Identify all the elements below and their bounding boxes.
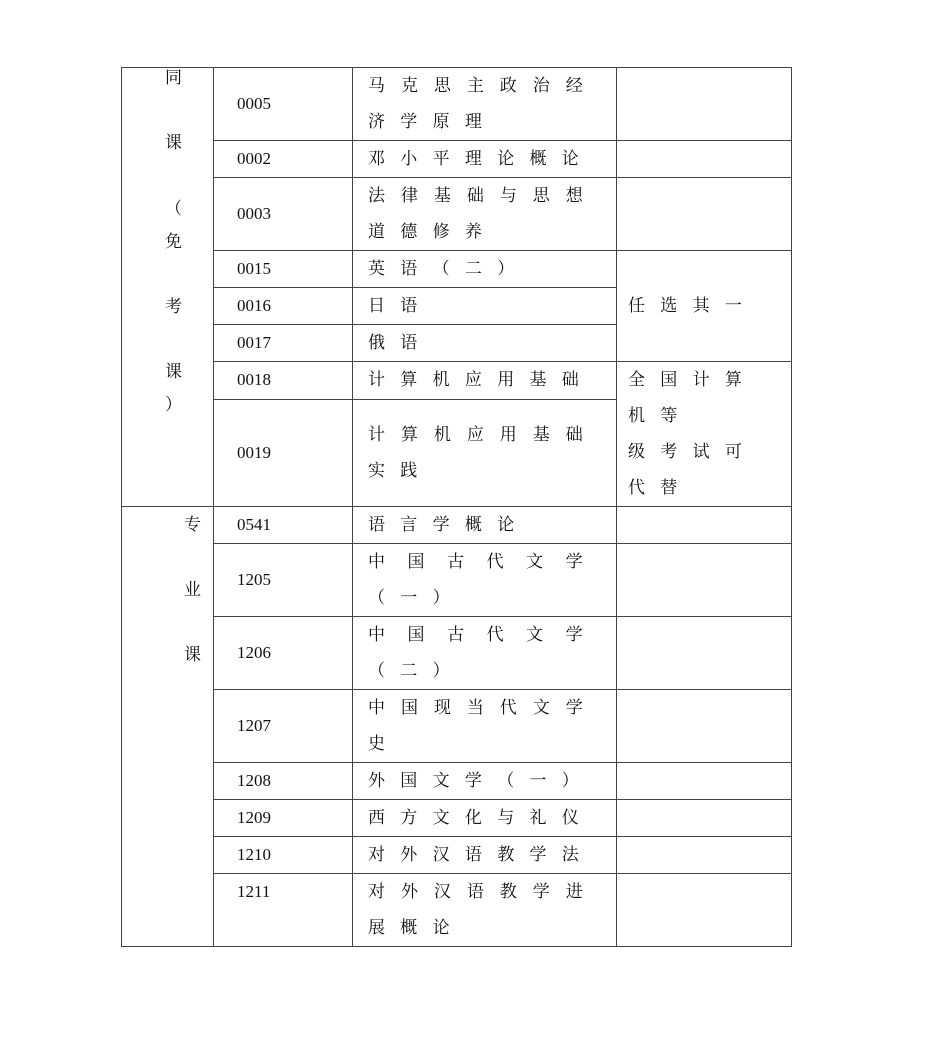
course-code: 0015 [214, 251, 353, 288]
course-code: 0016 [214, 288, 353, 325]
course-table [121, 67, 792, 947]
course-note [617, 178, 792, 251]
course-code: 1207 [214, 690, 353, 763]
course-name: 日语 [353, 288, 617, 325]
category-label: 同 课 （免 考 课） [165, 68, 182, 416]
course-name: 法律基础与思想道德修养 [353, 178, 617, 251]
course-name: 中国古代文学（二） [353, 617, 617, 690]
course-note [617, 874, 792, 947]
table-row [122, 362, 792, 400]
table-row [122, 800, 792, 837]
table-row [122, 544, 792, 617]
course-name: 中国古代文学（一） [353, 544, 617, 617]
course-code: 0018 [214, 362, 353, 400]
course-name: 英语（二） [353, 251, 617, 288]
course-name: 语言学概论 [353, 507, 617, 544]
course-name: 俄语 [353, 325, 617, 362]
table-row [122, 178, 792, 251]
course-note [617, 141, 792, 178]
course-note [617, 507, 792, 544]
course-code: 0005 [214, 68, 353, 141]
table-row [122, 690, 792, 763]
table-row [122, 763, 792, 800]
category-label: 专 业 课 [184, 515, 201, 665]
table-row [122, 507, 792, 544]
course-code: 0541 [214, 507, 353, 544]
course-note [617, 68, 792, 141]
course-note [617, 763, 792, 800]
table-row [122, 874, 792, 947]
course-note-exam-substitute: 全国计算机等 级考试可代替 [617, 362, 792, 507]
course-code: 1210 [214, 837, 353, 874]
course-code: 1208 [214, 763, 353, 800]
course-name: 中国现当代文学史 [353, 690, 617, 763]
course-name: 马克思主政治经济学原理 [353, 68, 617, 141]
table-row [122, 617, 792, 690]
course-name: 对外汉语教学法 [353, 837, 617, 874]
course-code: 1205 [214, 544, 353, 617]
course-name: 外国文学（一） [353, 763, 617, 800]
course-note [617, 690, 792, 763]
table-row [122, 837, 792, 874]
course-name: 计算机应用基础 [353, 362, 617, 400]
course-name: 对外汉语教学进展概论 [353, 874, 617, 947]
course-name: 邓小平理论概论 [353, 141, 617, 178]
table-row [122, 141, 792, 178]
course-name: 西方文化与礼仪 [353, 800, 617, 837]
course-note [617, 617, 792, 690]
course-code: 0003 [214, 178, 353, 251]
course-note [617, 544, 792, 617]
course-code: 0019 [214, 399, 353, 506]
course-code: 1209 [214, 800, 353, 837]
category-cell-major-courses [122, 507, 214, 947]
category-cell-common-courses [122, 68, 214, 507]
course-code: 1211 [214, 874, 353, 947]
course-note [617, 800, 792, 837]
course-code: 1206 [214, 617, 353, 690]
course-code: 0017 [214, 325, 353, 362]
table-row [122, 68, 792, 141]
course-name: 计算机应用基础实践 [353, 399, 617, 506]
course-code: 0002 [214, 141, 353, 178]
course-note-choose-one: 任选其一 [617, 251, 792, 362]
table-row [122, 251, 792, 288]
course-note [617, 837, 792, 874]
